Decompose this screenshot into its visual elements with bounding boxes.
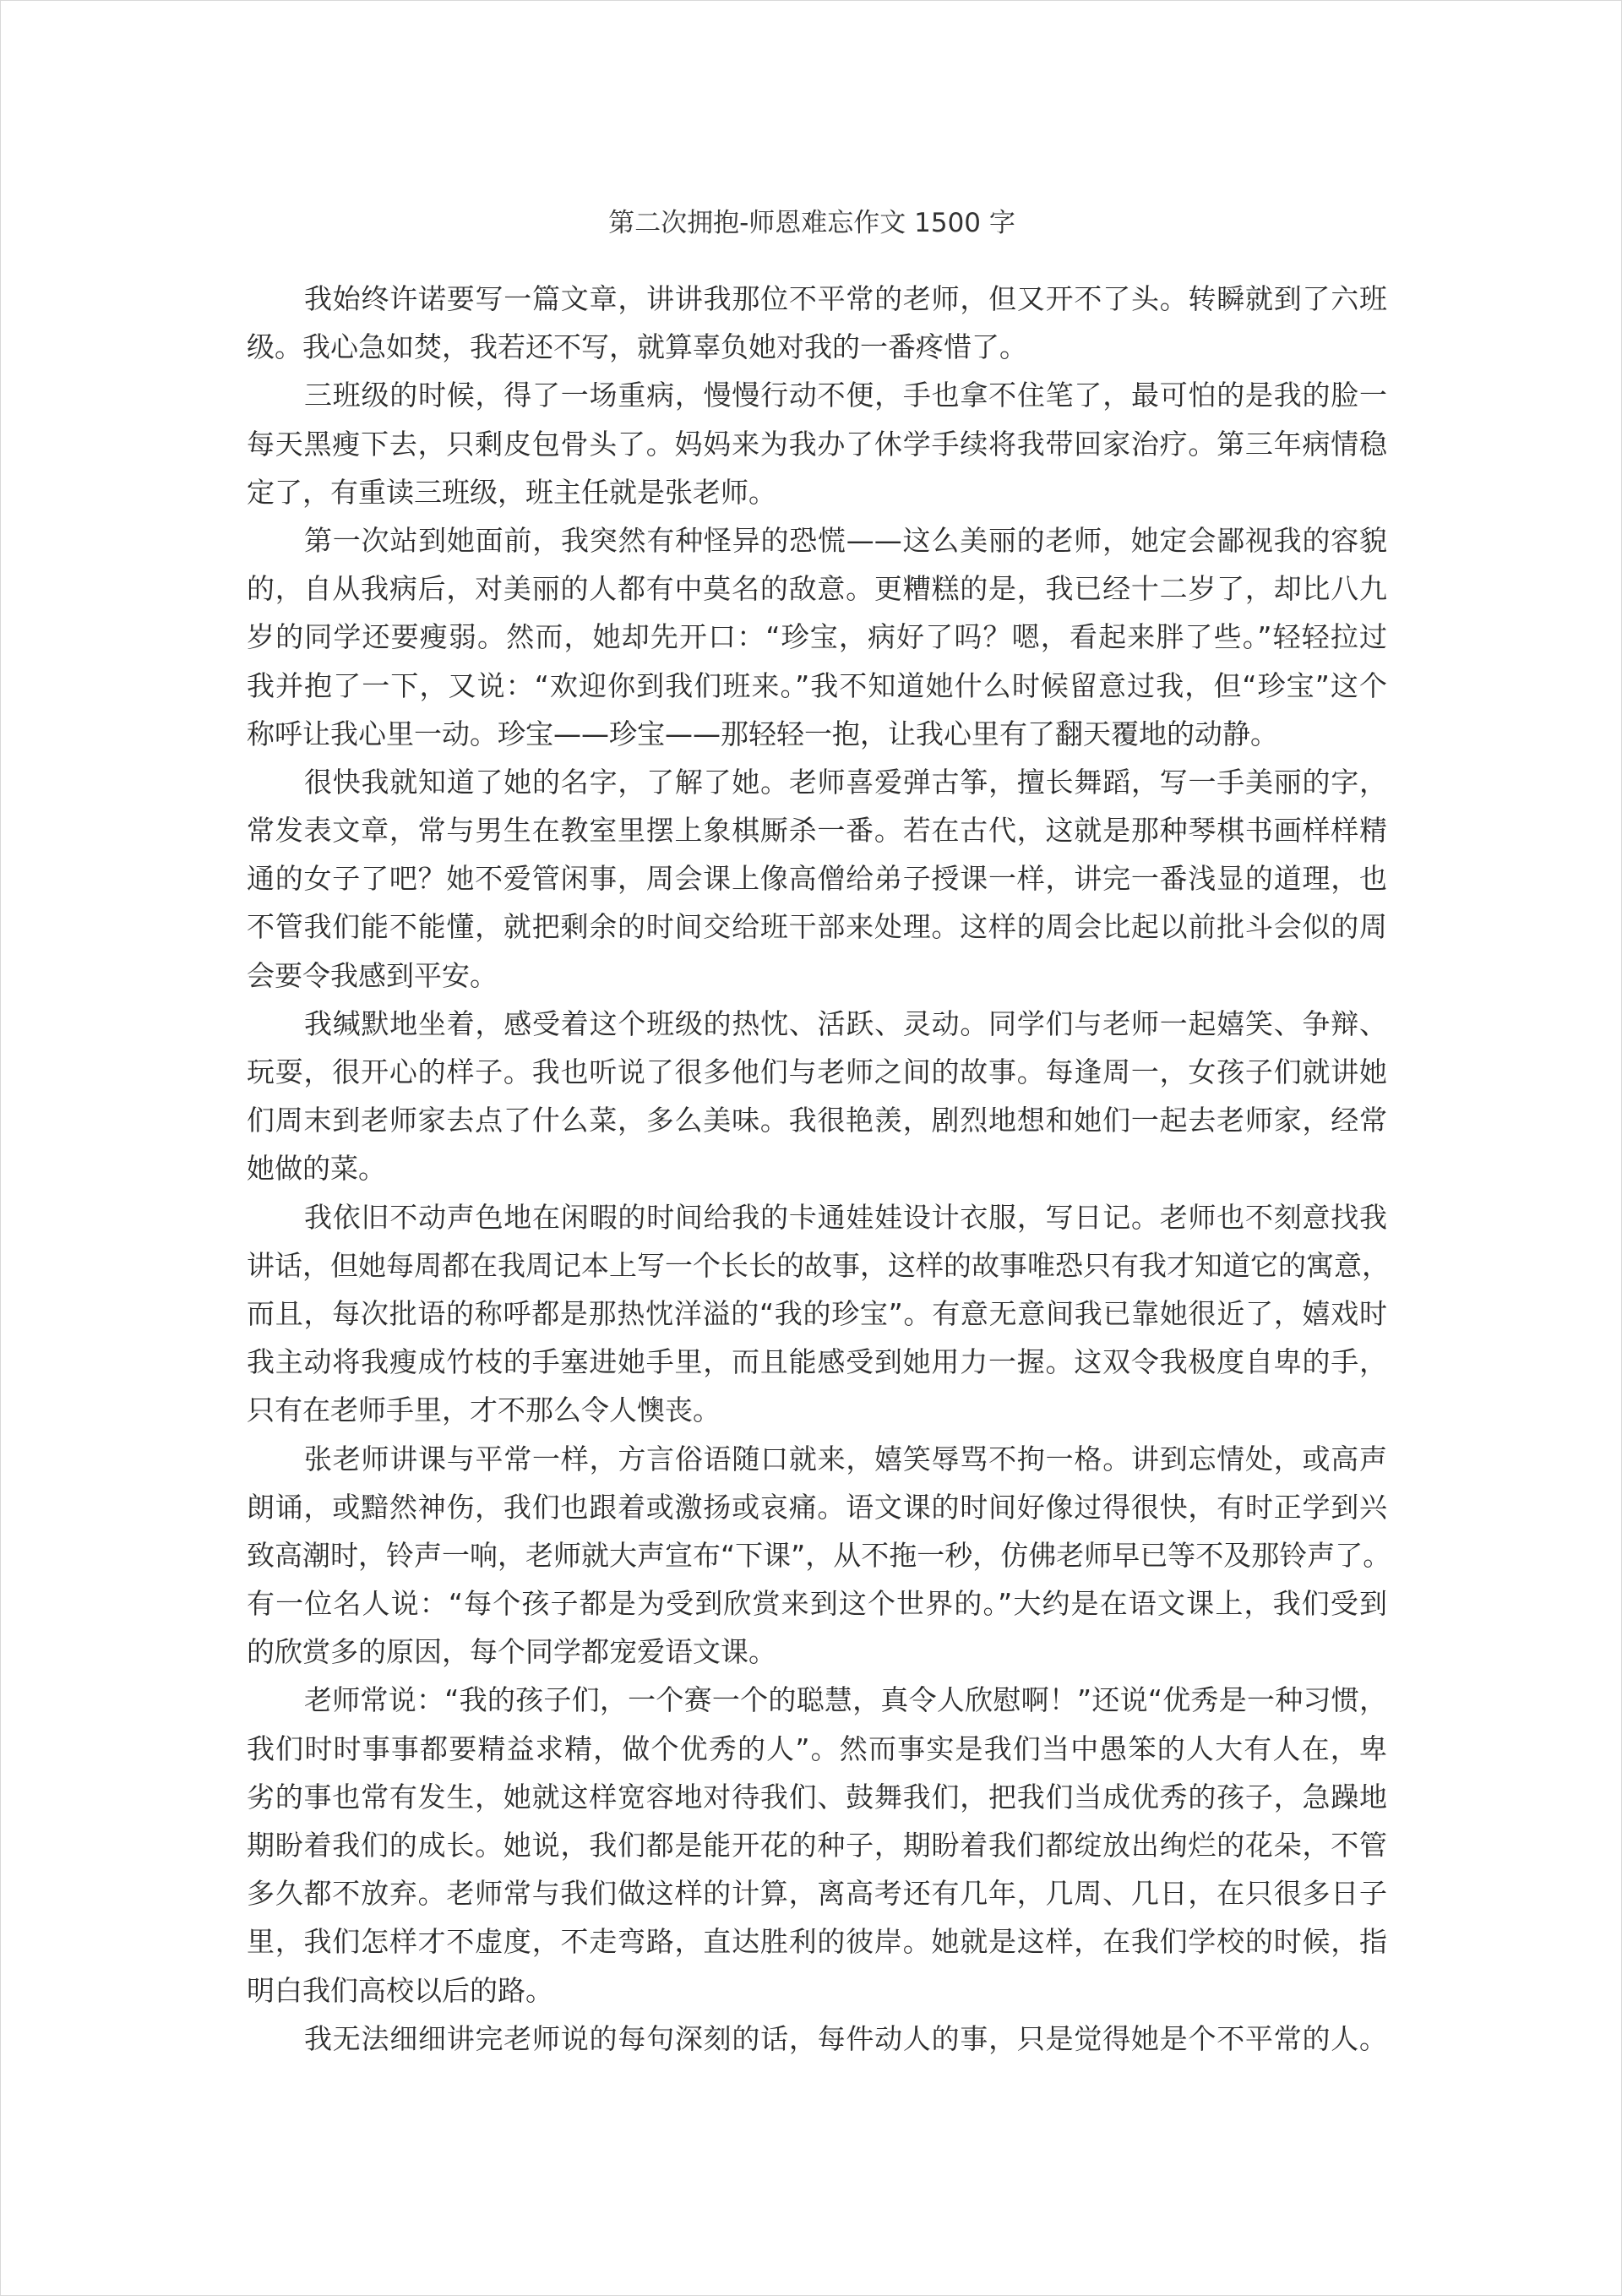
text-line: 常发表文章，常与男生在教室里摆上象棋厮杀一番。若在古代，这就是那种琴棋书画样样精: [247, 814, 1387, 848]
text-line: 级。我心急如焚，我若还不写，就算辜负她对我的一番疼惜了。: [247, 330, 1027, 364]
text-line: 很快我就知道了她的名字，了解了她。老师喜爱弹古筝，擅长舞蹈，写一手美丽的字，: [304, 765, 1387, 799]
text-line: 不管我们能不能懂，就把剩余的时间交给班干部来处理。这样的周会比起以前批斗会似的周: [247, 910, 1387, 944]
text-line: 有一位名人说：“每个孩子都是为受到欣赏来到这个世界的。”大约是在语文课上，我们受到: [247, 1587, 1387, 1621]
text-line: 的，自从我病后，对美丽的人都有中莫名的敌意。更糟糕的是，我已经十二岁了，却比八九: [247, 572, 1387, 606]
text-line: 明白我们高校以后的路。: [247, 1973, 553, 2007]
document-title: 第二次拥抱-师恩难忘作文 1500 字: [608, 208, 1015, 238]
paragraph: [247, 758, 1387, 1000]
text-line: 玩耍，很开心的样子。我也听说了很多他们与老师之间的故事。每逢周一，女孩子们就讲她: [247, 1055, 1387, 1088]
text-line: 的欣赏多的原因，每个同学都宠爱语文课。: [247, 1635, 776, 1669]
text-line: 我无法细细讲完老师说的每句深刻的话，每件动人的事，只是觉得她是个不平常的人。: [304, 2021, 1387, 2055]
text-line: 多久都不放弃。老师常与我们做这样的计算，离高考还有几年，几周、几日，在只很多日子: [247, 1877, 1387, 1911]
text-line: 只有在老师手里，才不那么令人懊丧。: [247, 1393, 721, 1427]
text-line: 我始终许诺要写一篇文章，讲讲我那位不平常的老师，但又开不了头。转瞬就到了六班: [304, 282, 1387, 315]
text-line: 我主动将我瘦成竹枝的手塞进她手里，而且能感受到她用力一握。这双令我极度自卑的手，: [247, 1345, 1387, 1379]
text-line: 里，我们怎样才不虚度，不走弯路，直达胜利的彼岸。她就是这样，在我们学校的时候，指: [247, 1925, 1387, 1959]
text-line: 期盼着我们的成长。她说，我们都是能开花的种子，期盼着我们都绽放出绚烂的花朵，不管: [247, 1829, 1387, 1862]
text-line: 称呼让我心里一动。珍宝——珍宝——那轻轻一抱，让我心里有了翻天覆地的动静。: [247, 717, 1278, 750]
paragraph: [247, 1000, 1387, 1193]
text-line: 朗诵，或黯然神伤，我们也跟着或激扬或哀痛。语文课的时间好像过得很快，有时正学到兴: [247, 1490, 1387, 1524]
paragraph: [247, 371, 1387, 516]
text-line: 致高潮时，铃声一响，老师就大声宣布“下课”，从不拖一秒，仿佛老师早已等不及那铃声了。: [247, 1538, 1391, 1572]
text-line: 她做的菜。: [247, 1152, 386, 1186]
text-line: 劣的事也常有发生，她就这样宽容地对待我们、鼓舞我们，把我们当成优秀的孩子，急躁地: [247, 1780, 1387, 1813]
text-line: 我缄默地坐着，感受着这个班级的热忱、活跃、灵动。同学们与老师一起嬉笑、争辩、: [304, 1006, 1387, 1040]
text-line: 们周末到老师家去点了什么菜，多么美味。我很艳羡，剧烈地想和她们一起去老师家，经常: [247, 1104, 1387, 1137]
text-line: 通的女子了吧？她不爱管闲事，周会课上像高僧给弟子授课一样，讲完一番浅显的道理，也: [247, 862, 1387, 896]
text-line: 我依旧不动声色地在闲暇的时间给我的卡通娃娃设计衣服，写日记。老师也不刻意找我: [304, 1200, 1387, 1234]
document-body: [247, 275, 1391, 2063]
text-line: 我们时时事事都要精益求精，做个优秀的人”。然而事实是我们当中愚笨的人大有人在，卑: [247, 1732, 1387, 1765]
paragraph: [247, 2015, 1387, 2063]
paragraph: [247, 516, 1387, 758]
text-line: 每天黑瘦下去，只剩皮包骨头了。妈妈来为我办了休学手续将我带回家治疗。第三年病情稳: [247, 427, 1387, 461]
paragraph: [247, 1193, 1390, 1435]
text-line: 我并抱了一下，又说：“欢迎你到我们班来。”我不知道她什么时候留意过我，但“珍宝”这个: [247, 668, 1387, 702]
text-line: 而且，每次批语的称呼都是那热忱洋溢的“我的珍宝”。有意无意间我已靠她很近了，嬉戏时: [247, 1296, 1387, 1330]
text-line: 三班级的时候，得了一场重病，慢慢行动不便，手也拿不住笔了，最可怕的是我的脸一: [304, 379, 1387, 412]
text-line: 讲话，但她每周都在我周记本上写一个长长的故事，这样的故事唯恐只有我才知道它的寓意，: [247, 1248, 1390, 1282]
text-line: 会要令我感到平安。: [247, 958, 498, 992]
text-line: 第一次站到她面前，我突然有种怪异的恐慌——这么美丽的老师，她定会鄙视我的容貌: [304, 523, 1387, 557]
paragraph: [247, 275, 1387, 371]
paragraph: [247, 1435, 1391, 1677]
text-line: 老师常说：“我的孩子们，一个赛一个的聪慧，真令人欣慰啊！”还说“优秀是一种习惯，: [304, 1683, 1387, 1717]
paragraph: [247, 1676, 1387, 2014]
text-line: 岁的同学还要瘦弱。然而，她却先开口：“珍宝，病好了吗？嗯，看起来胖了些。”轻轻拉过: [247, 620, 1387, 654]
text-line: 定了，有重读三班级，班主任就是张老师。: [247, 475, 776, 509]
text-line: 张老师讲课与平常一样，方言俗语随口就来，嬉笑辱骂不拘一格。讲到忘情处，或高声: [304, 1442, 1387, 1475]
